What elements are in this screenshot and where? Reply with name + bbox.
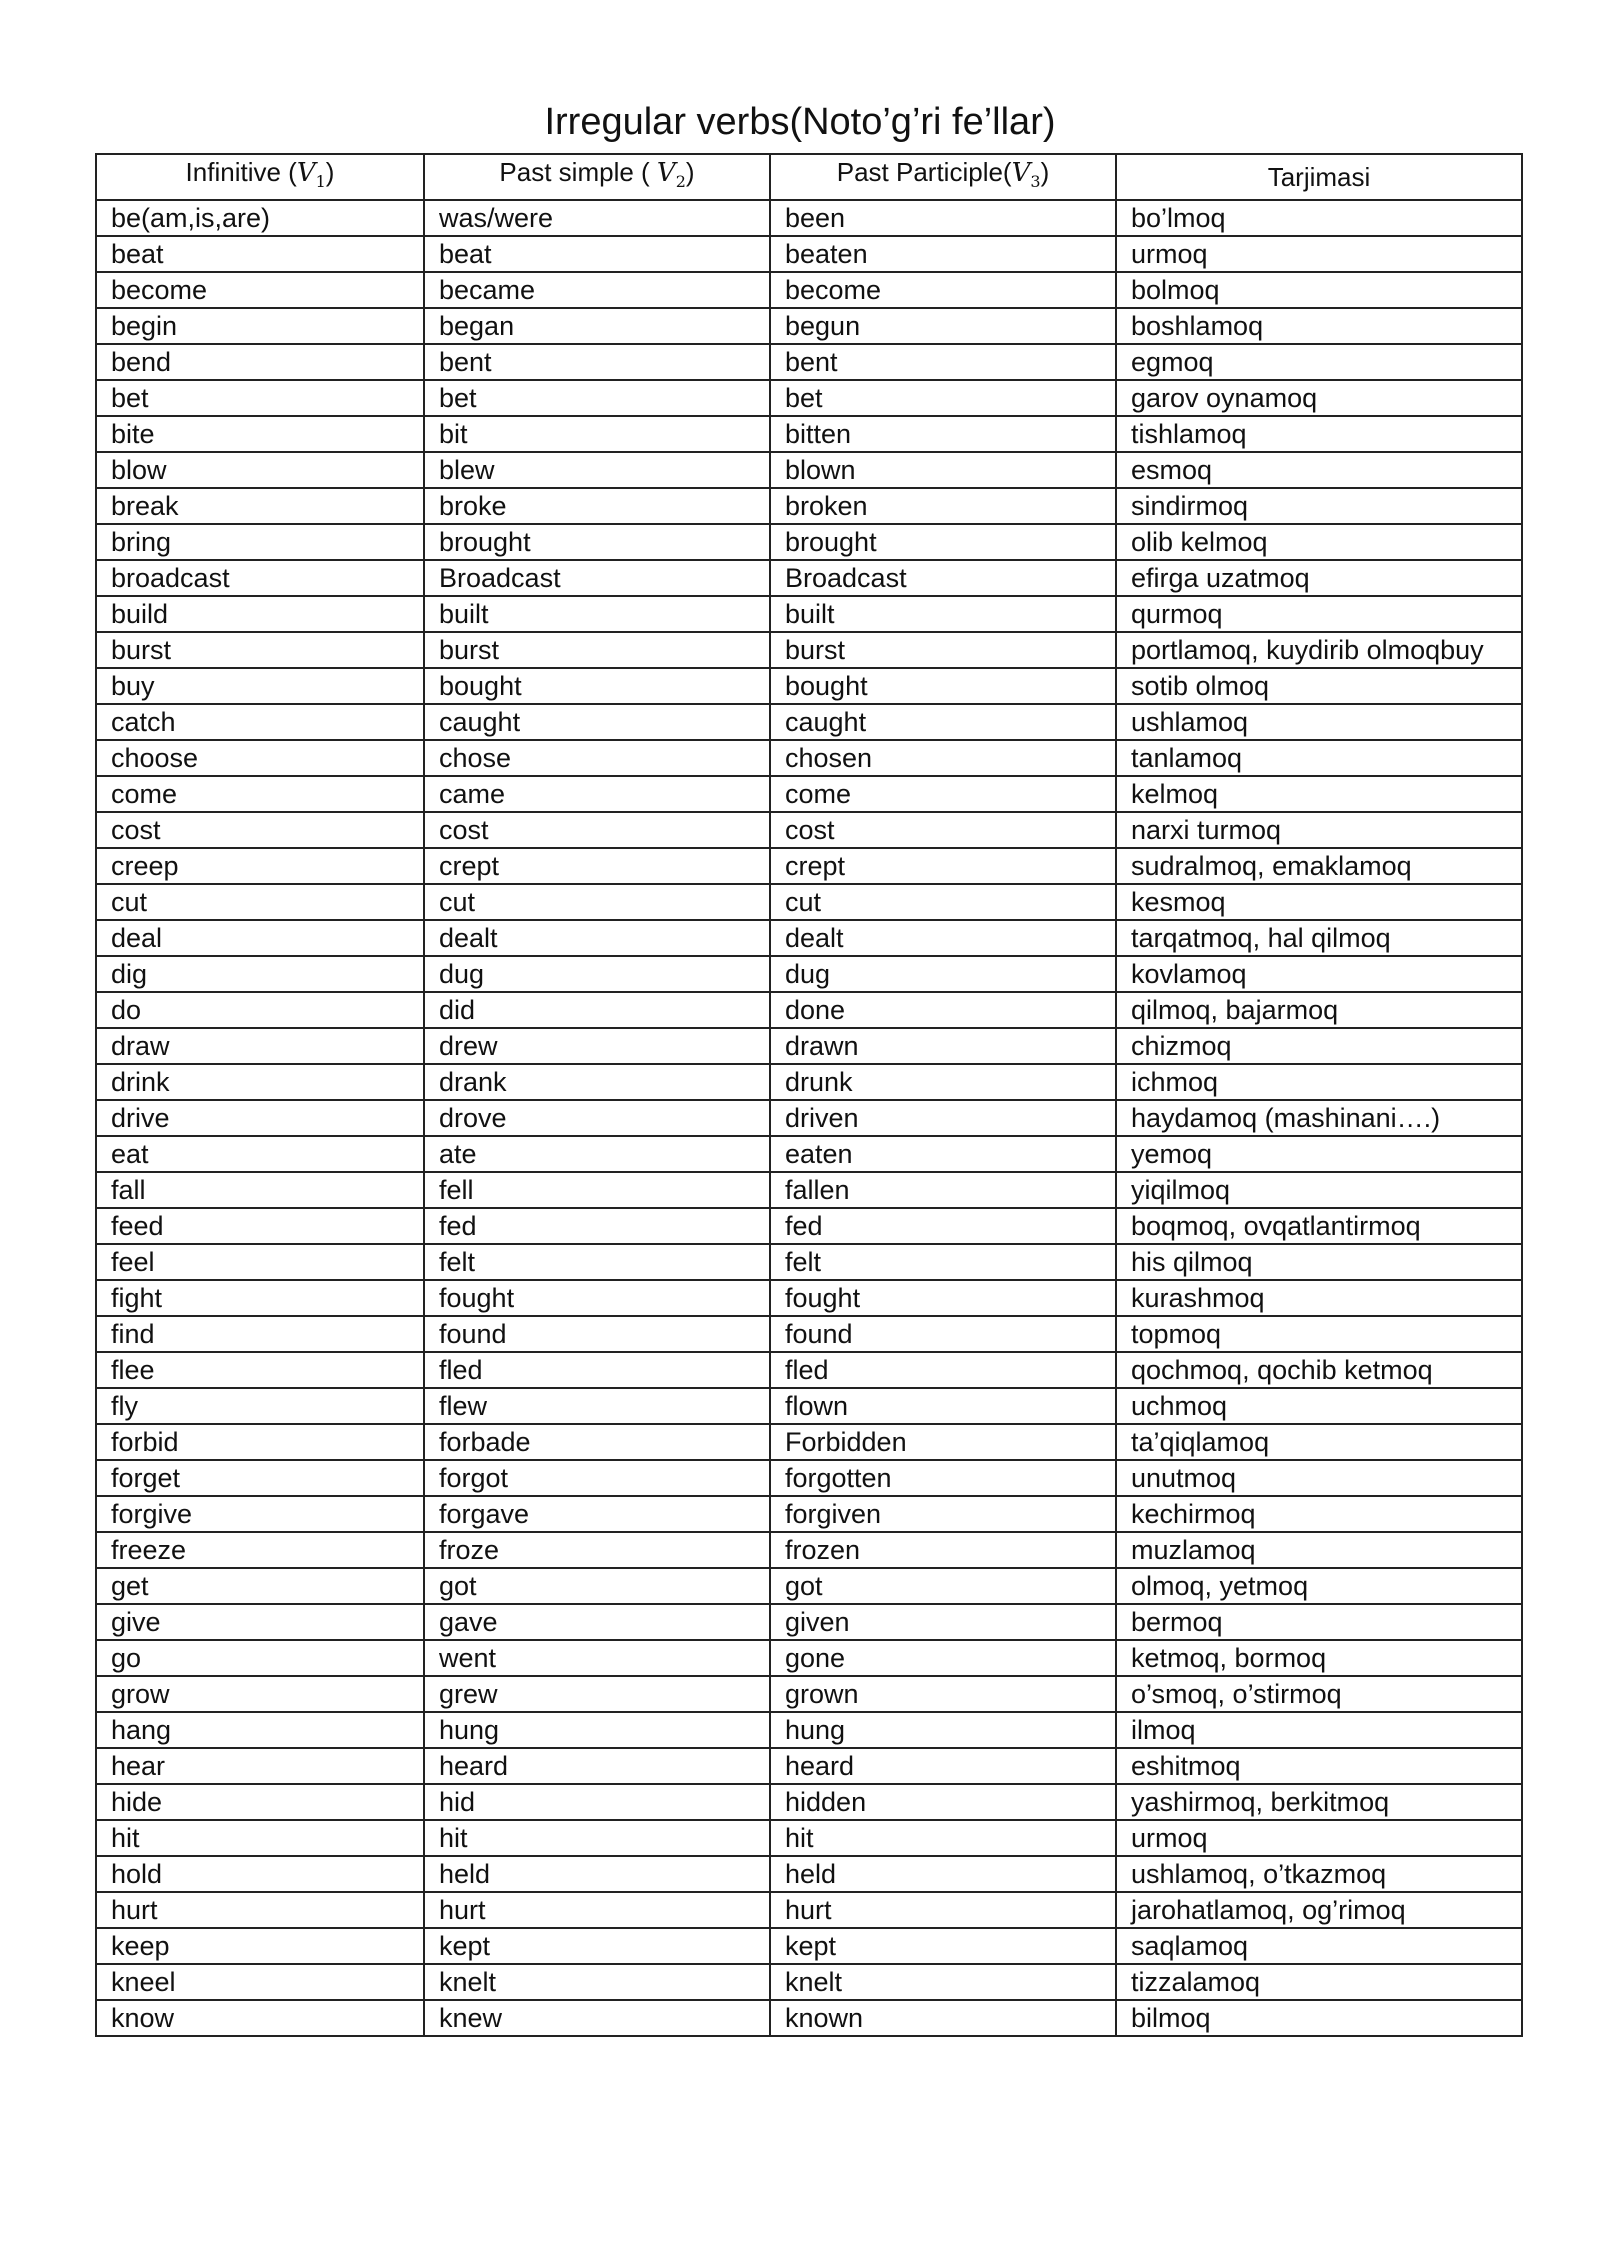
past-participle-cell: grown (770, 1676, 1116, 1712)
past-participle-cell: hurt (770, 1892, 1116, 1928)
past-participle-cell: broken (770, 488, 1116, 524)
table-row (96, 632, 1522, 668)
translation-cell: yashirmoq, berkitmoq (1116, 1784, 1522, 1820)
past-simple-cell: caught (424, 704, 770, 740)
past-participle-cell: found (770, 1316, 1116, 1352)
infinitive-cell: hear (96, 1748, 424, 1784)
table-row (96, 200, 1522, 236)
past-participle-cell: knelt (770, 1964, 1116, 2000)
past-participle-cell: beaten (770, 236, 1116, 272)
table-row (96, 1424, 1522, 1460)
irregular-verbs-table (95, 153, 1523, 2037)
past-simple-cell: kept (424, 1928, 770, 1964)
table-row (96, 1388, 1522, 1424)
past-simple-cell: dug (424, 956, 770, 992)
past-simple-cell: fed (424, 1208, 770, 1244)
past-simple-cell: became (424, 272, 770, 308)
infinitive-cell: deal (96, 920, 424, 956)
infinitive-cell: fall (96, 1172, 424, 1208)
past-simple-cell: got (424, 1568, 770, 1604)
infinitive-cell: cost (96, 812, 424, 848)
translation-cell: his qilmoq (1116, 1244, 1522, 1280)
infinitive-cell: bring (96, 524, 424, 560)
past-participle-cell: forgotten (770, 1460, 1116, 1496)
past-simple-cell: fell (424, 1172, 770, 1208)
infinitive-cell: bend (96, 344, 424, 380)
past-simple-cell: hit (424, 1820, 770, 1856)
translation-cell: kesmoq (1116, 884, 1522, 920)
table-row (96, 380, 1522, 416)
table-row (96, 740, 1522, 776)
past-simple-cell: Broadcast (424, 560, 770, 596)
past-simple-cell: froze (424, 1532, 770, 1568)
infinitive-cell: cut (96, 884, 424, 920)
past-participle-cell: done (770, 992, 1116, 1028)
past-participle-cell: drunk (770, 1064, 1116, 1100)
past-participle-cell: felt (770, 1244, 1116, 1280)
past-participle-cell: given (770, 1604, 1116, 1640)
past-simple-cell: bent (424, 344, 770, 380)
infinitive-cell: freeze (96, 1532, 424, 1568)
infinitive-cell: grow (96, 1676, 424, 1712)
infinitive-cell: beat (96, 236, 424, 272)
infinitive-cell: hang (96, 1712, 424, 1748)
infinitive-cell: buy (96, 668, 424, 704)
table-row (96, 272, 1522, 308)
past-participle-cell: begun (770, 308, 1116, 344)
table-row (96, 1820, 1522, 1856)
translation-cell: saqlamoq (1116, 1928, 1522, 1964)
past-participle-cell: been (770, 200, 1116, 236)
past-participle-cell: caught (770, 704, 1116, 740)
past-participle-cell: chosen (770, 740, 1116, 776)
past-participle-cell: Broadcast (770, 560, 1116, 596)
table-row (96, 704, 1522, 740)
header-infinitive: Infinitive $(V_1)$ (96, 154, 424, 200)
past-simple-cell: hung (424, 1712, 770, 1748)
infinitive-cell: burst (96, 632, 424, 668)
past-participle-cell: driven (770, 1100, 1116, 1136)
past-participle-cell: cut (770, 884, 1116, 920)
translation-cell: tizzalamoq (1116, 1964, 1522, 2000)
translation-cell: o’smoq, o’stirmoq (1116, 1676, 1522, 1712)
infinitive-cell: break (96, 488, 424, 524)
translation-cell: uchmoq (1116, 1388, 1522, 1424)
table-row (96, 1676, 1522, 1712)
past-simple-cell: fought (424, 1280, 770, 1316)
table-header-row (96, 154, 1522, 200)
infinitive-cell: begin (96, 308, 424, 344)
past-participle-cell: hit (770, 1820, 1116, 1856)
infinitive-cell: go (96, 1640, 424, 1676)
header-translation: Tarjimasi (1116, 154, 1522, 200)
infinitive-cell: forget (96, 1460, 424, 1496)
past-participle-cell: built (770, 596, 1116, 632)
translation-cell: urmoq (1116, 236, 1522, 272)
translation-cell: yemoq (1116, 1136, 1522, 1172)
past-participle-cell: heard (770, 1748, 1116, 1784)
table-row (96, 1316, 1522, 1352)
translation-cell: sudralmoq, emaklamoq (1116, 848, 1522, 884)
past-participle-cell: kept (770, 1928, 1116, 1964)
past-participle-cell: got (770, 1568, 1116, 1604)
translation-cell: kechirmoq (1116, 1496, 1522, 1532)
table-row (96, 812, 1522, 848)
table-row (96, 1028, 1522, 1064)
infinitive-cell: find (96, 1316, 424, 1352)
translation-cell: garov oynamoq (1116, 380, 1522, 416)
infinitive-cell: keep (96, 1928, 424, 1964)
table-row (96, 848, 1522, 884)
past-simple-cell: bet (424, 380, 770, 416)
translation-cell: ichmoq (1116, 1064, 1522, 1100)
table-row (96, 668, 1522, 704)
translation-cell: ta’qiqlamoq (1116, 1424, 1522, 1460)
table-row (96, 488, 1522, 524)
infinitive-cell: choose (96, 740, 424, 776)
translation-cell: ushlamoq, o’tkazmoq (1116, 1856, 1522, 1892)
infinitive-cell: be(am,is,are) (96, 200, 424, 236)
past-participle-cell: brought (770, 524, 1116, 560)
past-participle-cell: eaten (770, 1136, 1116, 1172)
table-row (96, 1496, 1522, 1532)
translation-cell: ketmoq, bormoq (1116, 1640, 1522, 1676)
table-row (96, 1460, 1522, 1496)
past-simple-cell: drove (424, 1100, 770, 1136)
past-participle-cell: forgiven (770, 1496, 1116, 1532)
infinitive-cell: drink (96, 1064, 424, 1100)
translation-cell: tarqatmoq, hal qilmoq (1116, 920, 1522, 956)
table-row (96, 524, 1522, 560)
table-row (96, 1568, 1522, 1604)
past-participle-cell: bought (770, 668, 1116, 704)
infinitive-cell: feel (96, 1244, 424, 1280)
past-simple-cell: held (424, 1856, 770, 1892)
past-participle-cell: crept (770, 848, 1116, 884)
table-row (96, 1892, 1522, 1928)
table-row (96, 344, 1522, 380)
table-row (96, 416, 1522, 452)
past-participle-cell: blown (770, 452, 1116, 488)
table-row (96, 956, 1522, 992)
past-simple-cell: gave (424, 1604, 770, 1640)
past-simple-cell: fled (424, 1352, 770, 1388)
table-row (96, 1856, 1522, 1892)
infinitive-cell: hold (96, 1856, 424, 1892)
table-row (96, 452, 1522, 488)
translation-cell: yiqilmoq (1116, 1172, 1522, 1208)
translation-cell: jarohatlamoq, og’rimoq (1116, 1892, 1522, 1928)
past-simple-cell: chose (424, 740, 770, 776)
infinitive-cell: build (96, 596, 424, 632)
infinitive-cell: fight (96, 1280, 424, 1316)
infinitive-cell: draw (96, 1028, 424, 1064)
translation-cell: tanlamoq (1116, 740, 1522, 776)
past-simple-cell: flew (424, 1388, 770, 1424)
table-row (96, 1280, 1522, 1316)
translation-cell: efirga uzatmoq (1116, 560, 1522, 596)
infinitive-cell: blow (96, 452, 424, 488)
infinitive-cell: catch (96, 704, 424, 740)
past-simple-cell: cut (424, 884, 770, 920)
translation-cell: topmoq (1116, 1316, 1522, 1352)
past-simple-cell: cost (424, 812, 770, 848)
translation-cell: narxi turmoq (1116, 812, 1522, 848)
past-simple-cell: ate (424, 1136, 770, 1172)
past-participle-cell: fallen (770, 1172, 1116, 1208)
translation-cell: chizmoq (1116, 1028, 1522, 1064)
translation-cell: bolmoq (1116, 272, 1522, 308)
translation-cell: unutmoq (1116, 1460, 1522, 1496)
past-simple-cell: beat (424, 236, 770, 272)
past-simple-cell: found (424, 1316, 770, 1352)
table-row (96, 1640, 1522, 1676)
past-simple-cell: did (424, 992, 770, 1028)
past-simple-cell: hurt (424, 1892, 770, 1928)
header-past-simple: Past simple ( $V_2$) (424, 154, 770, 200)
infinitive-cell: dig (96, 956, 424, 992)
infinitive-cell: feed (96, 1208, 424, 1244)
translation-cell: ilmoq (1116, 1712, 1522, 1748)
past-simple-cell: drew (424, 1028, 770, 1064)
past-participle-cell: known (770, 2000, 1116, 2036)
translation-cell: bilmoq (1116, 2000, 1522, 2036)
past-participle-cell: gone (770, 1640, 1116, 1676)
infinitive-cell: do (96, 992, 424, 1028)
translation-cell: portlamoq, kuydirib olmoqbuy (1116, 632, 1522, 668)
past-simple-cell: heard (424, 1748, 770, 1784)
past-simple-cell: was/were (424, 200, 770, 236)
infinitive-cell: know (96, 2000, 424, 2036)
past-simple-cell: brought (424, 524, 770, 560)
translation-cell: bermoq (1116, 1604, 1522, 1640)
translation-cell: olib kelmoq (1116, 524, 1522, 560)
table-row (96, 1100, 1522, 1136)
translation-cell: qilmoq, bajarmoq (1116, 992, 1522, 1028)
infinitive-cell: bet (96, 380, 424, 416)
infinitive-cell: become (96, 272, 424, 308)
translation-cell: eshitmoq (1116, 1748, 1522, 1784)
table-row (96, 1748, 1522, 1784)
translation-cell: qochmoq, qochib ketmoq (1116, 1352, 1522, 1388)
past-simple-cell: forgot (424, 1460, 770, 1496)
past-simple-cell: crept (424, 848, 770, 884)
past-participle-cell: drawn (770, 1028, 1116, 1064)
infinitive-cell: flee (96, 1352, 424, 1388)
infinitive-cell: give (96, 1604, 424, 1640)
past-participle-cell: bet (770, 380, 1116, 416)
table-row (96, 1064, 1522, 1100)
past-participle-cell: frozen (770, 1532, 1116, 1568)
infinitive-cell: hurt (96, 1892, 424, 1928)
translation-cell: haydamoq (mashinani….) (1116, 1100, 1522, 1136)
translation-cell: qurmoq (1116, 596, 1522, 632)
past-simple-cell: felt (424, 1244, 770, 1280)
past-simple-cell: drank (424, 1064, 770, 1100)
table-row (96, 1784, 1522, 1820)
table-row (96, 1712, 1522, 1748)
infinitive-cell: get (96, 1568, 424, 1604)
translation-cell: kurashmoq (1116, 1280, 1522, 1316)
table-row (96, 1244, 1522, 1280)
translation-cell: esmoq (1116, 452, 1522, 488)
past-simple-cell: hid (424, 1784, 770, 1820)
past-participle-cell: hung (770, 1712, 1116, 1748)
table-row (96, 1136, 1522, 1172)
past-participle-cell: flown (770, 1388, 1116, 1424)
table-row (96, 884, 1522, 920)
table-row (96, 1964, 1522, 2000)
past-simple-cell: broke (424, 488, 770, 524)
infinitive-cell: drive (96, 1100, 424, 1136)
table-row (96, 1208, 1522, 1244)
past-simple-cell: went (424, 1640, 770, 1676)
header-past-participle: Past $Participle(V_3)$ (770, 154, 1116, 200)
past-simple-cell: built (424, 596, 770, 632)
translation-cell: sindirmoq (1116, 488, 1522, 524)
infinitive-cell: hit (96, 1820, 424, 1856)
translation-cell: kovlamoq (1116, 956, 1522, 992)
table-row (96, 992, 1522, 1028)
past-participle-cell: bent (770, 344, 1116, 380)
past-simple-cell: knelt (424, 1964, 770, 2000)
translation-cell: olmoq, yetmoq (1116, 1568, 1522, 1604)
translation-cell: sotib olmoq (1116, 668, 1522, 704)
table-row (96, 1172, 1522, 1208)
table-row (96, 1352, 1522, 1388)
translation-cell: kelmoq (1116, 776, 1522, 812)
translation-cell: urmoq (1116, 1820, 1522, 1856)
past-participle-cell: come (770, 776, 1116, 812)
past-participle-cell: Forbidden (770, 1424, 1116, 1460)
past-simple-cell: burst (424, 632, 770, 668)
past-simple-cell: came (424, 776, 770, 812)
table-row (96, 308, 1522, 344)
table-row (96, 1532, 1522, 1568)
past-simple-cell: dealt (424, 920, 770, 956)
past-simple-cell: grew (424, 1676, 770, 1712)
infinitive-cell: fly (96, 1388, 424, 1424)
past-simple-cell: knew (424, 2000, 770, 2036)
infinitive-cell: bite (96, 416, 424, 452)
past-participle-cell: fought (770, 1280, 1116, 1316)
infinitive-cell: eat (96, 1136, 424, 1172)
infinitive-cell: hide (96, 1784, 424, 1820)
translation-cell: tishlamoq (1116, 416, 1522, 452)
infinitive-cell: creep (96, 848, 424, 884)
table-row (96, 1928, 1522, 1964)
past-participle-cell: burst (770, 632, 1116, 668)
infinitive-cell: come (96, 776, 424, 812)
table-row (96, 560, 1522, 596)
infinitive-cell: kneel (96, 1964, 424, 2000)
infinitive-cell: forgive (96, 1496, 424, 1532)
translation-cell: egmoq (1116, 344, 1522, 380)
table-row (96, 596, 1522, 632)
translation-cell: bo’lmoq (1116, 200, 1522, 236)
translation-cell: ushlamoq (1116, 704, 1522, 740)
page-title: Irregular verbs(Noto’g’ri fe’llar) (544, 101, 1056, 143)
past-participle-cell: bitten (770, 416, 1116, 452)
past-simple-cell: forgave (424, 1496, 770, 1532)
table-row (96, 236, 1522, 272)
table-row (96, 1604, 1522, 1640)
past-participle-cell: dealt (770, 920, 1116, 956)
past-simple-cell: began (424, 308, 770, 344)
translation-cell: muzlamoq (1116, 1532, 1522, 1568)
past-participle-cell: become (770, 272, 1116, 308)
past-simple-cell: forbade (424, 1424, 770, 1460)
table-row (96, 776, 1522, 812)
past-participle-cell: dug (770, 956, 1116, 992)
past-simple-cell: bit (424, 416, 770, 452)
past-simple-cell: blew (424, 452, 770, 488)
past-participle-cell: cost (770, 812, 1116, 848)
translation-cell: boshlamoq (1116, 308, 1522, 344)
table-row (96, 2000, 1522, 2036)
translation-cell: boqmoq, ovqatlantirmoq (1116, 1208, 1522, 1244)
infinitive-cell: forbid (96, 1424, 424, 1460)
past-participle-cell: fled (770, 1352, 1116, 1388)
past-participle-cell: fed (770, 1208, 1116, 1244)
past-participle-cell: hidden (770, 1784, 1116, 1820)
infinitive-cell: broadcast (96, 560, 424, 596)
past-participle-cell: held (770, 1856, 1116, 1892)
table-row (96, 920, 1522, 956)
past-simple-cell: bought (424, 668, 770, 704)
